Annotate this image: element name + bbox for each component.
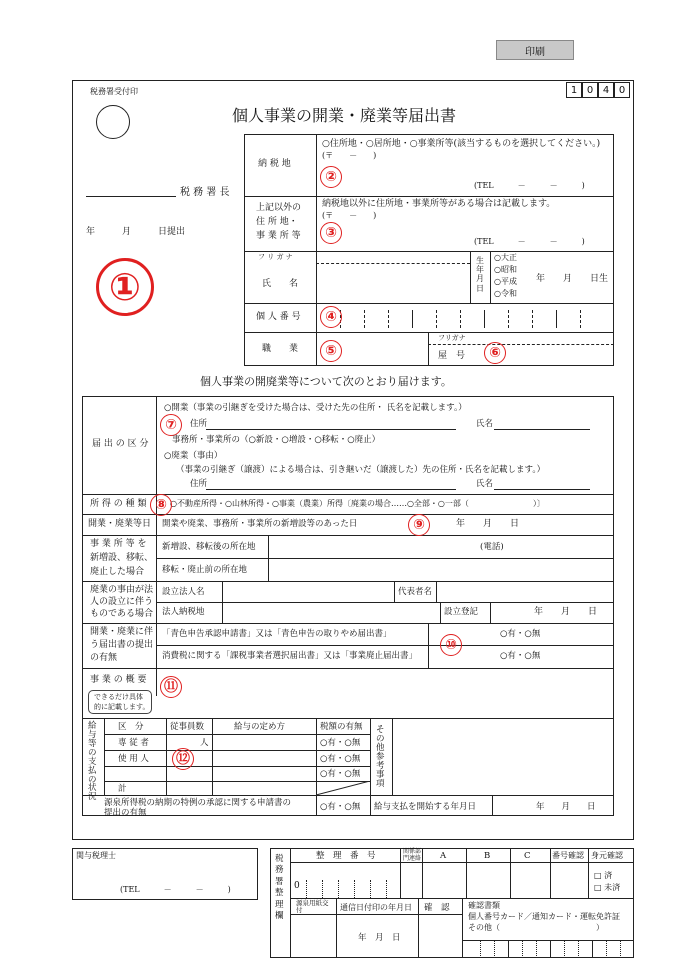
relocation-label-3: 廃止した場合 <box>90 567 145 577</box>
other-address-tel: (TEL － － ) <box>474 237 585 246</box>
summary-note-2: 的に記載します。 <box>94 703 150 711</box>
category-name2: 氏名 <box>476 479 494 489</box>
yago-furigana: フリガナ <box>438 334 466 342</box>
tax-accountant-label: 関与税理士 <box>76 851 116 860</box>
open-date-value: 年 月 日 <box>456 519 520 529</box>
office-use-side-label: 税務署整理欄 <box>275 854 284 922</box>
office-not-done: □ 未済 <box>594 883 621 892</box>
salary-total-label: 計 <box>118 784 127 794</box>
nouzeichi-tel: (TEL － － ) <box>474 181 585 190</box>
other-address-label-3: 事 業 所 等 <box>256 231 301 241</box>
annotation-7: ⑦ <box>160 414 182 436</box>
summary-label: 事 業 の 概 要 <box>90 675 147 685</box>
office-doc-1: 確認書類 <box>468 901 500 910</box>
mynumber-label: 個 人 番 号 <box>256 312 301 322</box>
office-col-c: C <box>524 851 531 861</box>
relocation-label-1: 事 業 所 等 を <box>90 539 147 549</box>
withholding-label-1: 源泉所得税の納期の特例の承認に関する申請書の <box>104 798 292 808</box>
relocation-label-2: 新増設、移転、 <box>90 553 154 563</box>
birth-date: 年 月 日生 <box>536 274 609 284</box>
withholding-start-date: 年 月 日 <box>536 802 596 812</box>
filings-blue-return: 「青色申告承認申請書」又は「青色申告の取りやめ届出書」 <box>162 629 392 639</box>
salary-row-2-label: 使 用 人 <box>118 754 149 764</box>
other-address-note: 納税地以外に住所地・事業所等がある場合は記載します。 <box>322 199 556 209</box>
incorporation-tax-place: 法人納税地 <box>162 607 205 617</box>
incorporation-label-1: 廃業の事由が法 <box>90 585 154 595</box>
birth-label: 生年月日 <box>476 256 484 293</box>
salary-header-count: 従事員数 <box>170 722 205 732</box>
annotation-5: ⑤ <box>320 340 342 362</box>
office-tsushin: 通信日付印の年月日 <box>340 903 412 912</box>
code-digit-1: 1 <box>566 82 582 98</box>
category-close: ○廃業（事由） <box>164 451 223 461</box>
annotation-11: ⑪ <box>160 676 182 698</box>
salary-other-notes: その他参考事項 <box>376 725 385 789</box>
nouzeichi-postal: (〒 － ) <box>322 151 377 160</box>
office-done: □ 済 <box>594 871 613 880</box>
annotation-9: ⑨ <box>408 514 430 536</box>
annotation-10: ⑩ <box>440 634 462 656</box>
relocation-new: 新増設、移転後の所在地 <box>162 542 256 552</box>
category-open: ○開業（事業の引継ぎを受けた場合は、受けた先の住所・ 氏名を記載します。） <box>164 403 467 413</box>
open-date-text: 開業や廃業、事務所・事業所の新増設等のあった日 <box>162 519 358 529</box>
office-col-b: B <box>484 851 491 861</box>
withholding-label-2: 提出の有無 <box>104 808 147 818</box>
other-address-label-1: 上記以外の <box>256 203 302 213</box>
category-label: 届 出 の 区 分 <box>92 439 149 449</box>
office-col-bango: 番号確認 <box>552 851 584 860</box>
income-options: ○不動産所得・○山林所得・○事業（農業）所得〔廃業の場合……○全部・○一部（ ）〕 <box>170 499 545 508</box>
office-zero: 0 <box>294 881 300 891</box>
annotation-12: ⑫ <box>172 748 194 770</box>
office-shinkoku: 源泉用紙交付 <box>296 899 329 915</box>
era-taisho: ○大正 <box>494 253 517 262</box>
submit-date: 年 月 日提出 <box>86 227 186 237</box>
era-showa: ○昭和 <box>494 265 517 274</box>
annotation-3: ③ <box>320 222 342 244</box>
salary-diagonal <box>316 781 370 795</box>
relocation-old: 移転・廃止前の所在地 <box>162 565 248 575</box>
office-kakunin: 確 認 <box>424 903 450 913</box>
incorporation-rep-name: 代表者名 <box>398 587 433 597</box>
incorporation-label-2: 人の設立に伴う <box>90 597 154 607</box>
form-title: 個人事業の開業・廃業等届出書 <box>232 106 457 125</box>
stamp-circle <box>96 105 130 139</box>
annotation-8: ⑧ <box>150 494 172 516</box>
office-col-mimoto: 身元確認 <box>591 851 623 860</box>
other-address-label-2: 住 所 地・ <box>256 217 298 227</box>
relocation-phone: (電話) <box>480 542 504 552</box>
main-table <box>82 396 614 816</box>
office-col-seiri: 整 理 番 号 <box>316 851 376 861</box>
filings-label-2: う届出書の提出 <box>90 640 154 650</box>
salary-row-1-label: 専 従 者 <box>118 738 149 748</box>
salary-header-tax: 税額の有無 <box>320 722 363 732</box>
salary-row-2-tax: ○有・○無 <box>320 754 361 764</box>
incorporation-label-3: ものである場合 <box>90 609 154 619</box>
withholding-start-label: 給与支払を開始する年月日 <box>374 802 477 812</box>
other-address-postal: (〒 － ) <box>322 211 377 220</box>
salary-header-kubun: 区 分 <box>118 722 144 732</box>
era-reiwa: ○令和 <box>494 289 517 298</box>
income-label: 所 得 の 種 類 <box>90 499 147 509</box>
office-doc-3: その他（ ） <box>468 923 604 932</box>
office-label: 税 務 署 長 <box>180 187 230 198</box>
annotation-4: ④ <box>320 306 342 328</box>
category-address2: 住所 <box>190 479 208 489</box>
annotation-2: ② <box>320 166 342 188</box>
filings-label-1: 開業・廃業に伴 <box>90 627 154 637</box>
incorporation-corp-name: 設立法人名 <box>162 587 205 597</box>
filings-label-3: の有無 <box>90 653 118 663</box>
incorporation-reg-date: 年 月 日 <box>534 607 598 617</box>
nouzeichi-options: ○住所地・○居所地・○事業所等(該当するものを選択してください。) <box>322 139 601 149</box>
salary-row-3-tax: ○有・○無 <box>320 769 361 779</box>
category-name: 氏名 <box>476 419 494 429</box>
filings-consumption-tax: 消費税に関する「課税事業者選択届出書」又は「事業廃止届出書」 <box>162 651 418 661</box>
code-digit-2: 0 <box>582 82 598 98</box>
open-date-label: 開業・廃業等日 <box>88 519 152 529</box>
print-button[interactable]: 印刷 <box>496 40 574 60</box>
furigana-label: フ リ ガ ナ <box>258 253 293 261</box>
category-close-note: （事業の引継ぎ（譲渡）による場合は、引き継いだ（譲渡した）先の住所・氏名を記載します。） <box>176 465 546 475</box>
code-digit-3: 4 <box>598 82 614 98</box>
filings-consumption-tax-yesno: ○有・○無 <box>500 651 541 661</box>
salary-row-1-count: 人 <box>200 738 209 748</box>
filings-blue-return-yesno: ○有・○無 <box>500 629 541 639</box>
stamp-label: 税務署受付印 <box>90 87 138 96</box>
annotation-1: ① <box>96 258 154 316</box>
office-tsushin-date: 年 月 日 <box>358 933 401 943</box>
tax-accountant-tel: (TEL － － ) <box>120 885 231 894</box>
office-col-a: A <box>440 851 447 861</box>
era-heisei: ○平成 <box>494 277 517 286</box>
office-col-kankei: 関係部門連絡 <box>403 848 422 862</box>
code-digit-4: 0 <box>614 82 630 98</box>
incorporation-registration: 設立登記 <box>444 607 479 617</box>
salary-side-label: 給与等の支払の状況 <box>88 721 97 803</box>
office-doc-2: 個人番号カード／通知カード・運転免許証 <box>468 912 620 921</box>
notify-text: 個人事業の開廃業等について次のとおり届けます。 <box>200 375 452 388</box>
salary-row-1-tax: ○有・○無 <box>320 738 361 748</box>
salary-header-method: 給与の定め方 <box>234 722 286 732</box>
category-office: 事務所・事業所の（○新設・○増設・○移転・○廃止） <box>172 435 381 445</box>
nouzeichi-label: 納 税 地 <box>258 159 291 169</box>
summary-note-1: できるだけ具体 <box>94 693 143 701</box>
yago-label: 屋 号 <box>438 351 466 361</box>
occupation-label: 職 業 <box>262 344 299 354</box>
name-label: 氏 名 <box>262 279 299 289</box>
annotation-6: ⑥ <box>484 342 506 364</box>
category-address: 住所 <box>190 419 208 429</box>
withholding-yesno: ○有・○無 <box>320 802 361 812</box>
